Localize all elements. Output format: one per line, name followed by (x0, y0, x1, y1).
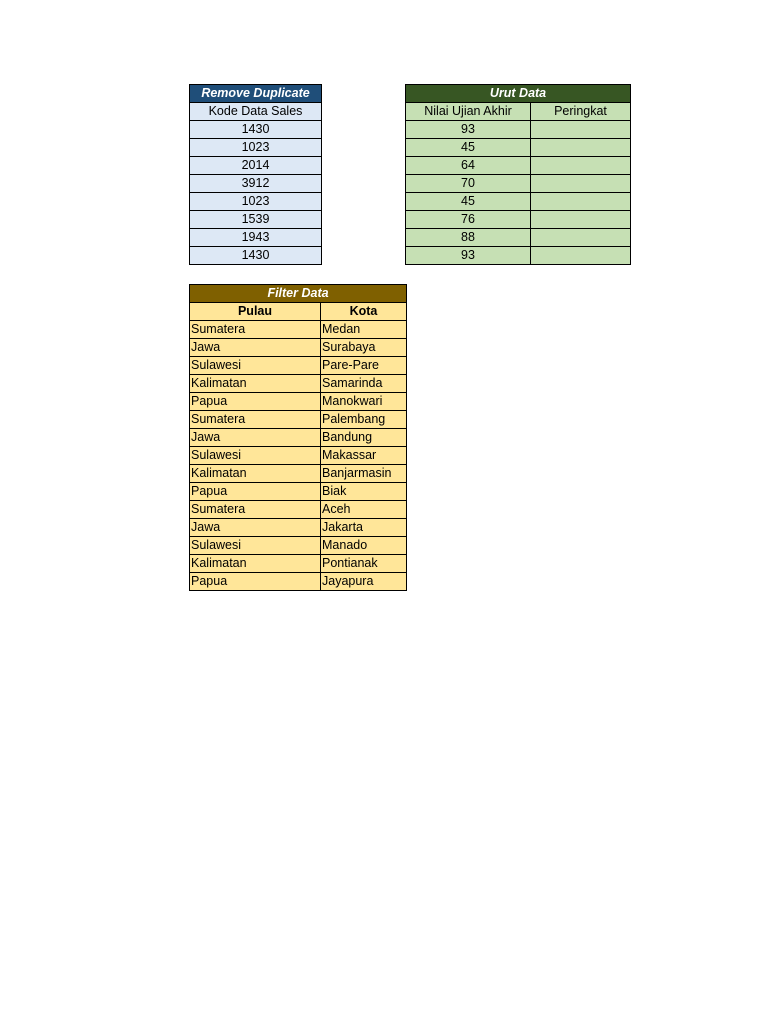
urut-data-title[interactable]: Urut Data (406, 85, 631, 103)
table-row (406, 247, 631, 265)
city-cell[interactable]: Makassar (321, 447, 407, 465)
score-cell[interactable]: 88 (406, 229, 531, 247)
urut-data-table (405, 84, 631, 265)
rank-cell[interactable] (531, 175, 631, 193)
island-cell[interactable]: Sumatera (190, 321, 321, 339)
score-cell[interactable]: 93 (406, 121, 531, 139)
table-row (190, 501, 407, 519)
sales-code-cell[interactable]: 1023 (190, 139, 322, 157)
sales-code-cell[interactable]: 1539 (190, 211, 322, 229)
city-cell[interactable]: Palembang (321, 411, 407, 429)
score-cell[interactable]: 93 (406, 247, 531, 265)
table-row (190, 211, 322, 229)
table-row (190, 121, 322, 139)
island-cell[interactable]: Sulawesi (190, 537, 321, 555)
table-row (190, 447, 407, 465)
island-cell[interactable]: Kalimatan (190, 555, 321, 573)
column-header-kota[interactable]: Kota (321, 303, 407, 321)
column-header-nilai-ujian-akhir[interactable]: Nilai Ujian Akhir (406, 103, 531, 121)
island-cell[interactable]: Jawa (190, 519, 321, 537)
table-row (190, 573, 407, 591)
table-row (406, 175, 631, 193)
island-cell[interactable]: Papua (190, 483, 321, 501)
filter-data-title-row (190, 285, 407, 303)
table-row (190, 157, 322, 175)
table-row (406, 193, 631, 211)
table-row (406, 157, 631, 175)
city-cell[interactable]: Banjarmasin (321, 465, 407, 483)
city-cell[interactable]: Jakarta (321, 519, 407, 537)
table-row (406, 211, 631, 229)
remove-duplicate-header-row (190, 103, 322, 121)
island-cell[interactable]: Sumatera (190, 411, 321, 429)
sales-code-cell[interactable]: 1430 (190, 121, 322, 139)
table-row (190, 483, 407, 501)
table-row (190, 247, 322, 265)
island-cell[interactable]: Jawa (190, 429, 321, 447)
table-row (406, 139, 631, 157)
table-row (190, 555, 407, 573)
rank-cell[interactable] (531, 247, 631, 265)
sales-code-cell[interactable]: 2014 (190, 157, 322, 175)
island-cell[interactable]: Kalimatan (190, 375, 321, 393)
table-row (190, 193, 322, 211)
island-cell[interactable]: Papua (190, 393, 321, 411)
island-cell[interactable]: Jawa (190, 339, 321, 357)
island-cell[interactable]: Sumatera (190, 501, 321, 519)
table-row (190, 139, 322, 157)
table-row (190, 393, 407, 411)
table-row (190, 175, 322, 193)
sales-code-cell[interactable]: 1023 (190, 193, 322, 211)
city-cell[interactable]: Surabaya (321, 339, 407, 357)
table-row (406, 121, 631, 139)
column-header-pulau[interactable]: Pulau (190, 303, 321, 321)
table-row (190, 357, 407, 375)
table-row (190, 537, 407, 555)
rank-cell[interactable] (531, 157, 631, 175)
table-row (406, 229, 631, 247)
table-row (190, 375, 407, 393)
table-row (190, 229, 322, 247)
score-cell[interactable]: 64 (406, 157, 531, 175)
sales-code-cell[interactable]: 1430 (190, 247, 322, 265)
city-cell[interactable]: Manado (321, 537, 407, 555)
score-cell[interactable]: 45 (406, 193, 531, 211)
table-row (190, 411, 407, 429)
rank-cell[interactable] (531, 139, 631, 157)
city-cell[interactable]: Jayapura (321, 573, 407, 591)
rank-cell[interactable] (531, 229, 631, 247)
city-cell[interactable]: Aceh (321, 501, 407, 519)
sales-code-cell[interactable]: 1943 (190, 229, 322, 247)
city-cell[interactable]: Bandung (321, 429, 407, 447)
table-row (190, 321, 407, 339)
table-row (190, 429, 407, 447)
rank-cell[interactable] (531, 121, 631, 139)
island-cell[interactable]: Kalimatan (190, 465, 321, 483)
urut-data-title-row (406, 85, 631, 103)
score-cell[interactable]: 45 (406, 139, 531, 157)
table-row (190, 339, 407, 357)
city-cell[interactable]: Biak (321, 483, 407, 501)
rank-cell[interactable] (531, 211, 631, 229)
column-header-peringkat[interactable]: Peringkat (531, 103, 631, 121)
urut-data-header-row (406, 103, 631, 121)
table-row (190, 519, 407, 537)
island-cell[interactable]: Papua (190, 573, 321, 591)
score-cell[interactable]: 76 (406, 211, 531, 229)
filter-data-title[interactable]: Filter Data (190, 285, 407, 303)
city-cell[interactable]: Samarinda (321, 375, 407, 393)
city-cell[interactable]: Manokwari (321, 393, 407, 411)
remove-duplicate-title-row (190, 85, 322, 103)
city-cell[interactable]: Pare-Pare (321, 357, 407, 375)
island-cell[interactable]: Sulawesi (190, 357, 321, 375)
rank-cell[interactable] (531, 193, 631, 211)
remove-duplicate-title[interactable]: Remove Duplicate (190, 85, 322, 103)
island-cell[interactable]: Sulawesi (190, 447, 321, 465)
filter-data-table (189, 284, 407, 591)
city-cell[interactable]: Medan (321, 321, 407, 339)
table-row (190, 465, 407, 483)
sales-code-cell[interactable]: 3912 (190, 175, 322, 193)
score-cell[interactable]: 70 (406, 175, 531, 193)
city-cell[interactable]: Pontianak (321, 555, 407, 573)
filter-data-header-row (190, 303, 407, 321)
remove-duplicate-table (189, 84, 322, 265)
column-header-kode-data-sales[interactable]: Kode Data Sales (190, 103, 322, 121)
